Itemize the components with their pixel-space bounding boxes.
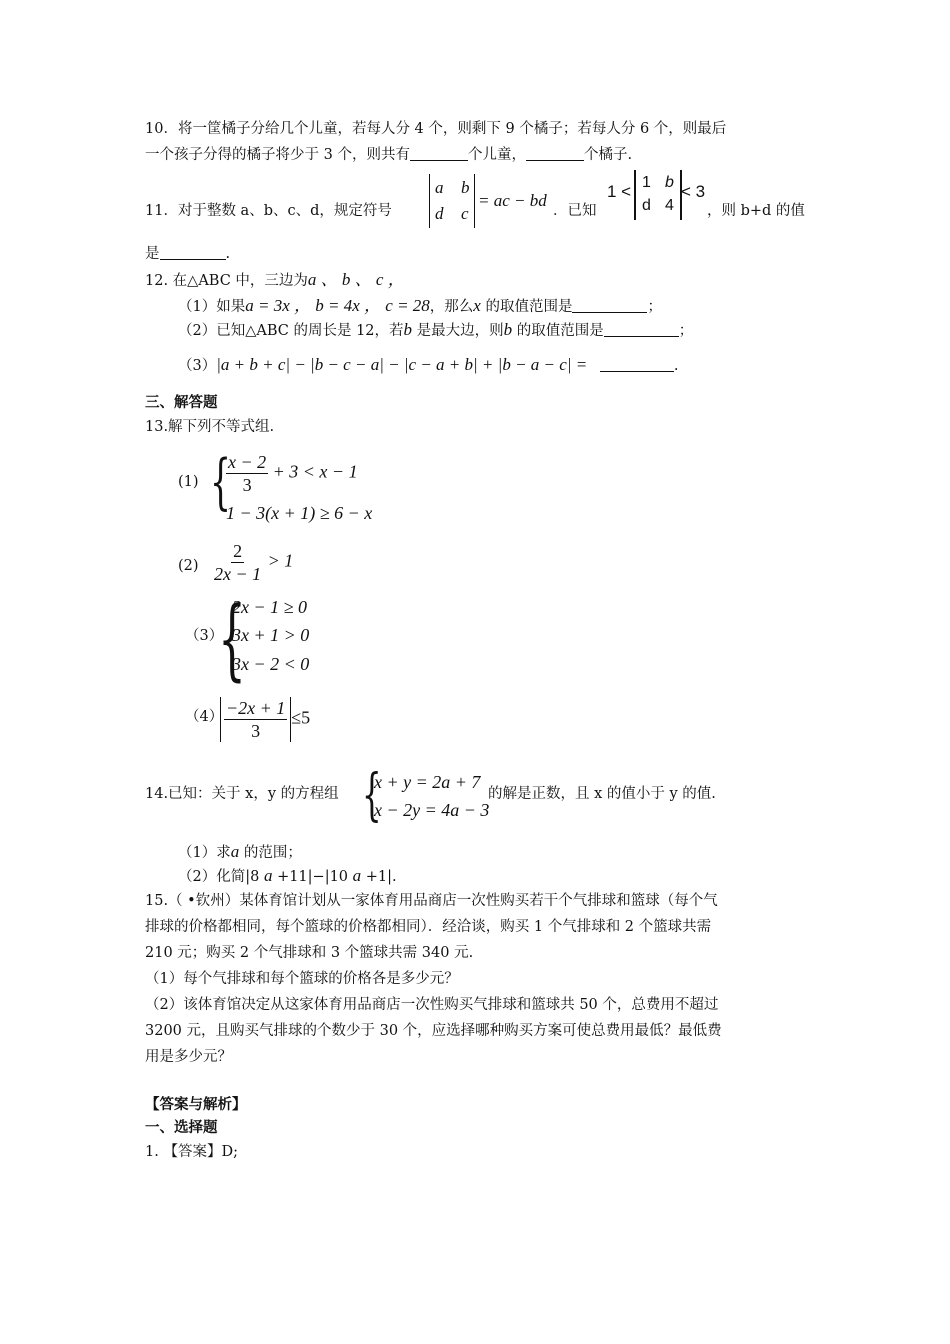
q13-p4-label: （4） xyxy=(185,709,224,725)
q15-line4: （1）每个气排球和每个篮球的价格各是多少元？ xyxy=(145,971,459,987)
q13-p1-row1: $\frac{x - 2}{3}$ + 3 < x − 1 xyxy=(228,452,358,495)
q10-blank-oranges[interactable] xyxy=(526,145,584,161)
section-3-title: 三、解答题 xyxy=(145,394,218,411)
q11-determinant-2: 1 b d 4 xyxy=(634,170,682,220)
answers-section-1: 一、选择题 xyxy=(145,1119,218,1136)
q13-p3-label: （3） xyxy=(185,628,224,644)
q15-line5: （2）该体育馆决定从这家体育用品商店一次性购买气排球和篮球共 50 个，总费用不超过 xyxy=(145,997,719,1013)
q13-p1-brace: { xyxy=(210,447,232,517)
q13-p4-expr: $\frac{-2x + 1}{3}$ ≤5 xyxy=(220,697,310,742)
q14-row2: x − 2y = 4a − 3 xyxy=(374,800,490,820)
q14-row1: x + y = 2a + 7 xyxy=(374,772,481,792)
q11-prefix: 11．对于整数 a、b、c、d，规定符号 xyxy=(145,203,392,219)
q14-part1: （1）求a 的范围； xyxy=(178,842,302,861)
q10-line1: 10．将一筐橘子分给几个儿童，若每人分 4 个，则剩下 9 个橘子；若每人分 6 个，则最后 xyxy=(145,121,727,137)
q15-line2: 排球的价格都相同，每个篮球的价格都相同）．经洽谈，购买 1 个气排球和 2 个篮球共需 xyxy=(145,919,712,935)
q12-p1-blank[interactable] xyxy=(572,297,647,313)
q11-suffix: ，则 b+d 的值 xyxy=(707,203,805,219)
q11-det-rhs: = ac − bd xyxy=(478,191,547,210)
q12-part3: （3）|a + b + c| − |b − c − a| − |c − a + b| + |b − a − c| = . xyxy=(178,355,679,374)
q11-ineq-left: 1 < xyxy=(607,182,632,201)
q15-line3: 210 元；购买 2 个气排球和 3 个篮球共需 340 元. xyxy=(145,945,474,961)
q11-determinant: a b d c xyxy=(429,174,475,228)
q12-p2-blank[interactable] xyxy=(604,321,679,337)
q13-p1-label: (1) xyxy=(178,474,199,490)
q13-p3-row1: 2x − 1 ≥ 0 xyxy=(232,597,308,617)
q12-part1: （1）如果a = 3x ， b = 4x ， c = 28，那么x 的取值范围是 ； xyxy=(178,296,662,315)
answers-title: 【答案与解析】 xyxy=(145,1096,247,1113)
q13-p3-row2: 3x + 1 > 0 xyxy=(232,625,310,645)
q10-line2: 一个孩子分得的橘子将少于 3 个，则共有 个儿童， 个橘子. xyxy=(145,147,633,163)
q13-p2-expr: $\frac{2}{2x - 1}$ > 1 xyxy=(214,541,294,584)
q13-head: 13.解下列不等式组. xyxy=(145,419,275,435)
q13-p3-row3: 3x − 2 < 0 xyxy=(232,654,310,674)
q12-p3-blank[interactable] xyxy=(600,356,674,372)
q14-head: 14.已知：关于 x，y 的方程组 xyxy=(145,786,339,802)
q11-ineq-right: < 3 xyxy=(681,182,706,201)
q11-mid: ．已知 xyxy=(553,203,597,219)
q12-part2: （2）已知△ABC 的周长是 12，若b 是最大边，则b 的取值范围是 ； xyxy=(178,320,694,339)
q15-line7: 用是多少元？ xyxy=(145,1049,232,1065)
q14-tail: 的解是正数，且 x 的值小于 y 的值. xyxy=(488,786,716,802)
q11-line2: 是 . xyxy=(145,246,231,262)
answer-1: 1. 【答案】D; xyxy=(145,1144,238,1160)
q14-brace: { xyxy=(362,763,382,828)
q12-head: 12. 在△ABC 中，三边为a 、 b 、 c ， xyxy=(145,270,405,289)
q15-line1: 15.（ •钦州）某体育馆计划从一家体育用品商店一次性购买若干个气排球和篮球（每个气 xyxy=(145,893,718,909)
q10-blank-children[interactable] xyxy=(410,145,468,161)
q13-p3-brace: { xyxy=(218,587,246,690)
q15-line6: 3200 元，且购买气排球的个数少于 30 个，应选择哪种购买方案可使总费用最低？最低费 xyxy=(145,1023,722,1039)
q13-p2-label: (2) xyxy=(178,558,199,574)
q13-p1-row2: 1 − 3(x + 1) ≥ 6 − x xyxy=(226,503,373,523)
q14-part2: （2）化简|8 a +11|−|10 a +1|. xyxy=(178,866,397,885)
q11-blank[interactable] xyxy=(160,244,226,260)
